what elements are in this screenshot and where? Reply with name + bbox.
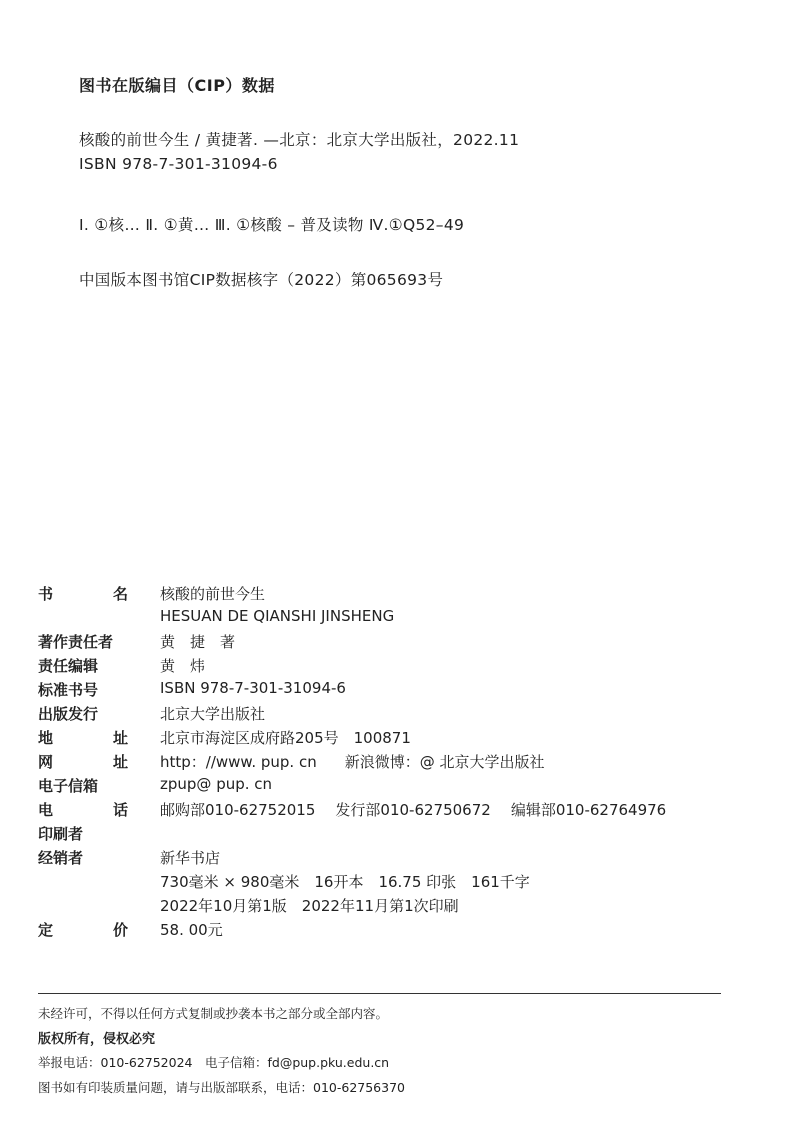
info-row-distributor	[38, 847, 758, 871]
print-quality-contact: 图书如有印装质量问题，请与出版部联系，电话：010-62756370	[38, 1080, 405, 1095]
info-row-format	[38, 871, 758, 895]
distributor-value: 新华书店	[160, 849, 221, 867]
info-row-price	[38, 919, 758, 943]
email-value[interactable]: zpup@ pup. cn	[160, 775, 273, 793]
info-row-website	[38, 751, 758, 775]
info-row-edition	[38, 895, 758, 919]
book-name-label	[38, 583, 128, 604]
rights-reserved: 版权所有，侵权必究	[38, 1032, 156, 1047]
label-char: 名	[112, 585, 128, 603]
book-name-pinyin: HESUAN DE QIANSHI JINSHENG	[160, 607, 395, 625]
distributor-label: 经销者	[38, 849, 84, 867]
weibo-account: 新浪微博：@ 北京大学出版社	[344, 753, 545, 771]
publication-info	[38, 583, 758, 943]
info-row-editor	[38, 655, 758, 679]
website-label	[38, 751, 128, 772]
book-name-value: 核酸的前世今生	[160, 585, 266, 603]
isbn-label: 标准书号	[38, 681, 99, 699]
email-label: 电子信箱	[38, 777, 99, 795]
editor-label: 责任编辑	[38, 657, 99, 675]
label-char: 话	[112, 801, 128, 819]
info-row-isbn	[38, 679, 758, 703]
info-row-pinyin	[38, 607, 758, 631]
label-char: 价	[112, 921, 128, 939]
publisher-value: 北京大学出版社	[160, 705, 266, 723]
label-char: 电	[38, 801, 54, 819]
edition-value: 2022年10月第1版 2022年11月第1次印刷	[160, 897, 459, 915]
website-url[interactable]: http：//www. pup. cn	[160, 753, 317, 771]
cip-isbn-line: ISBN 978-7-301-31094-6	[79, 155, 278, 173]
address-label	[38, 727, 128, 748]
info-row-publisher	[38, 703, 758, 727]
isbn-value: ISBN 978-7-301-31094-6	[160, 679, 346, 697]
phone-label	[38, 799, 128, 820]
cip-bibliographic-line: 核酸的前世今生 / 黄捷著. —北京：北京大学出版社，2022.11	[79, 131, 520, 149]
label-char: 书	[38, 585, 54, 603]
label-char: 定	[38, 921, 54, 939]
info-row-phone	[38, 799, 758, 823]
address-value: 北京市海淀区成府路205号 100871	[160, 729, 411, 747]
price-label	[38, 919, 128, 940]
phone-values	[160, 799, 666, 820]
label-char: 址	[112, 753, 128, 771]
info-row-address	[38, 727, 758, 751]
label-char: 地	[38, 729, 54, 747]
format-value: 730毫米 × 980毫米 16开本 16.75 印张 161千字	[160, 873, 530, 891]
author-label: 著作责任者	[38, 633, 114, 651]
info-row-email	[38, 775, 758, 799]
cip-title: 图书在版编目（CIP）数据	[79, 76, 275, 95]
info-row-book-name	[38, 583, 758, 607]
publisher-label: 出版发行	[38, 705, 99, 723]
phone-sales: 邮购部010-62752015	[160, 801, 316, 819]
cip-record-number: 中国版本图书馆CIP数据核字（2022）第065693号	[79, 271, 444, 289]
divider-line	[38, 993, 721, 994]
info-row-author	[38, 631, 758, 655]
website-values	[160, 751, 544, 772]
report-contact: 举报电话：010-62752024 电子信箱：fd@pup.pku.edu.cn	[38, 1055, 390, 1070]
phone-distribution: 发行部010-62750672	[335, 801, 491, 819]
price-value: 58. 00元	[160, 921, 223, 939]
info-row-printer	[38, 823, 758, 847]
label-char: 址	[112, 729, 128, 747]
author-value: 黄 捷 著	[160, 633, 236, 651]
phone-editorial: 编辑部010-62764976	[510, 801, 667, 819]
cip-classification-line: Ⅰ. ①核… Ⅱ. ①黄… Ⅲ. ①核酸 – 普及读物 Ⅳ.①Q52–49	[79, 216, 465, 234]
printer-label: 印刷者	[38, 825, 84, 843]
label-char: 网	[38, 753, 54, 771]
editor-value: 黄 炜	[160, 657, 206, 675]
copyright-notice: 未经许可，不得以任何方式复制或抄袭本书之部分或全部内容。	[38, 1006, 389, 1021]
